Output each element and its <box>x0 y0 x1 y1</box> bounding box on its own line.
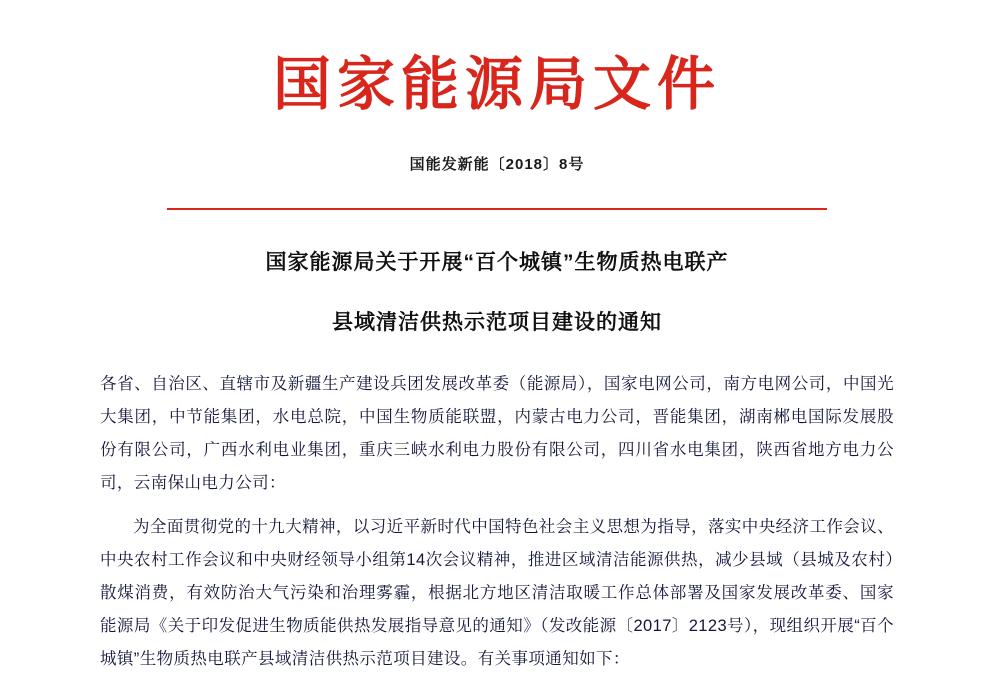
document-content <box>0 246 994 676</box>
red-divider-rule <box>167 208 827 210</box>
issuing-authority-title: 国家能源局文件 <box>272 52 721 117</box>
document-header <box>0 0 994 210</box>
subject-line-1: 国家能源局关于开展“百个城镇”生物质热电联产 <box>265 250 729 274</box>
document-number: 国能发新能〔2018〕8号 <box>409 155 585 173</box>
body-paragraph-1: 为全面贯彻党的十九大精神，以习近平新时代中国特色社会主义思想为指导，落实中央经济工作会议、中央农村工作会议和中央财经领导小组第14次会议精神，推进区域清洁能源供热，减少县域（县城及农村）散煤消费，有效防治大气污染和治理雾霾，根据北方地区清洁取暖工作总体部署及国家发展改革委、国家能源局《关于印发促进生物质能供热发展指导意见的通知》（发改能源〔2017〕2123号），现组织开展“百个城镇”生物质热电联产县域清洁供热示范项目建设。有关事项通知如下： <box>100 517 894 668</box>
document-body <box>100 368 894 676</box>
document-subject <box>100 246 894 336</box>
recipients-paragraph: 各省、自治区、直辖市及新疆生产建设兵团发展改革委（能源局），国家电网公司，南方电网公司，中国光大集团，中节能集团，水电总院，中国生物质能联盟，内蒙古电力公司，晋能集团，湖南郴电国际发展股份有限公司，广西水利电业集团，重庆三峡水利电力股份有限公司，四川省水电集团，陕西省地方电力公司，云南保山电力公司： <box>100 374 894 492</box>
subject-line-2: 县域清洁供热示范项目建设的通知 <box>332 310 662 334</box>
